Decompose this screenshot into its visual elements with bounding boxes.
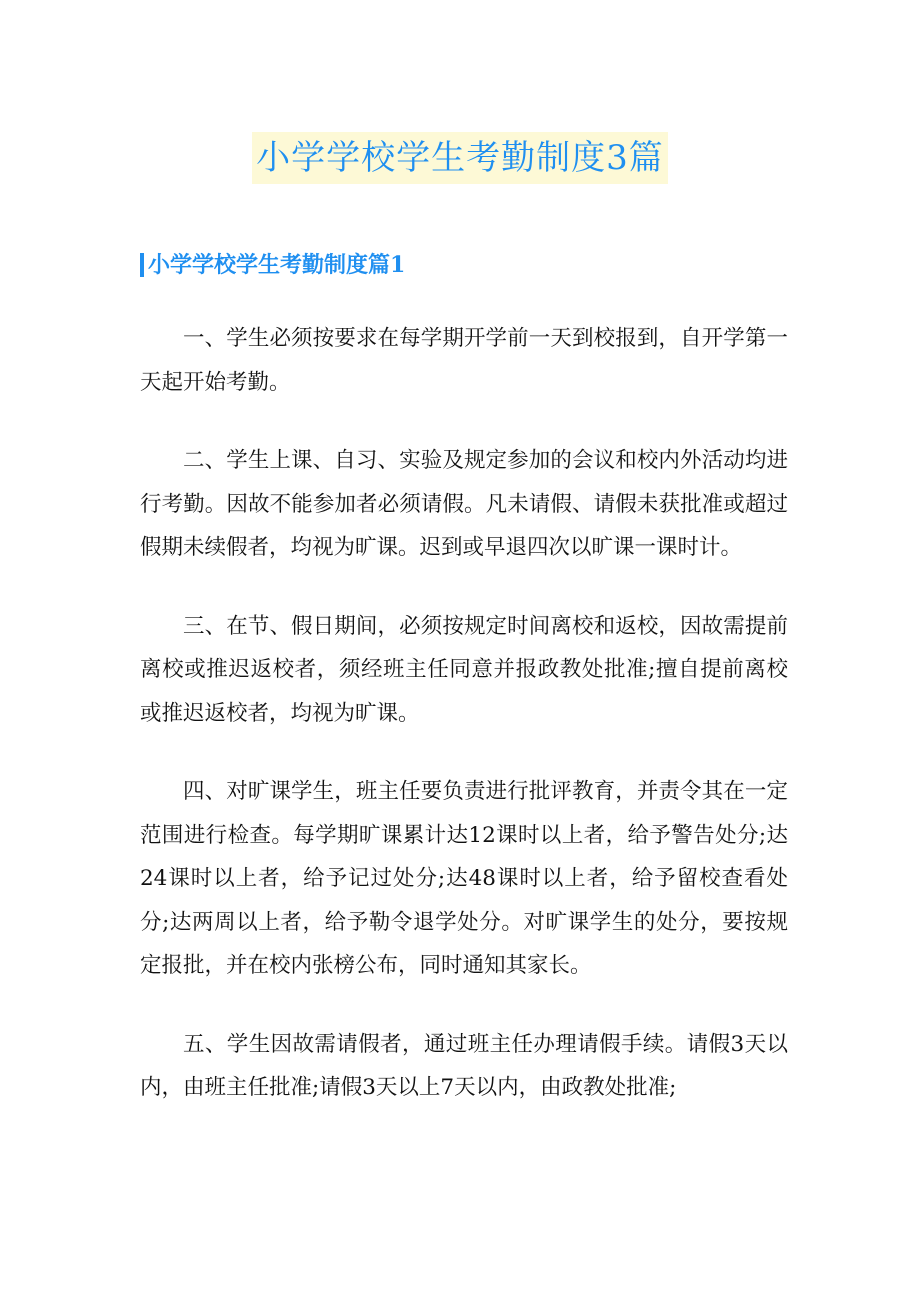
paragraph-1: 一、学生必须按要求在每学期开学前一天到校报到，自开学第一天起开始考勤。 — [140, 326, 788, 395]
paragraph-3: 三、在节、假日期间，必须按规定时间离校和返校，因故需提前离校或推迟返校者，须经班主任同意并报政教处批准;擅自提前离校或推迟返校者，均视为旷课。 — [140, 613, 788, 726]
document-title: 小学学校学生考勤制度3篇 — [252, 132, 668, 184]
heading-marker-bar — [140, 253, 144, 277]
title-container — [0, 132, 920, 184]
section-heading-text: 小学学校学生考勤制度篇1 — [148, 252, 406, 278]
paragraph-2: 二、学生上课、自习、实验及规定参加的会议和校内外活动均进行考勤。因故不能参加者必须请假。凡未请假、请假未获批准或超过假期未续假者，均视为旷课。迟到或早退四次以旷课一课时计。 — [140, 448, 788, 560]
paragraph-5: 五、学生因故需请假者，通过班主任办理请假手续。请假3天以内，由班主任批准;请假3天以上7天以内，由政教处批准; — [140, 1031, 788, 1100]
body-text — [140, 317, 788, 1110]
paragraph-4: 四、对旷课学生，班主任要负责进行批评教育，并责令其在一定范围进行检查。每学期旷课累计达12课时以上者，给予警告处分;达24课时以上者，给予记过处分;达48课时以上者，给予留校查看处分;达两周以上者，给予勒令退学处分。对旷课学生的处分，要按规定报批，并在校内张榜公布，同时通知其家长。 — [140, 779, 788, 978]
section-heading — [140, 250, 405, 280]
